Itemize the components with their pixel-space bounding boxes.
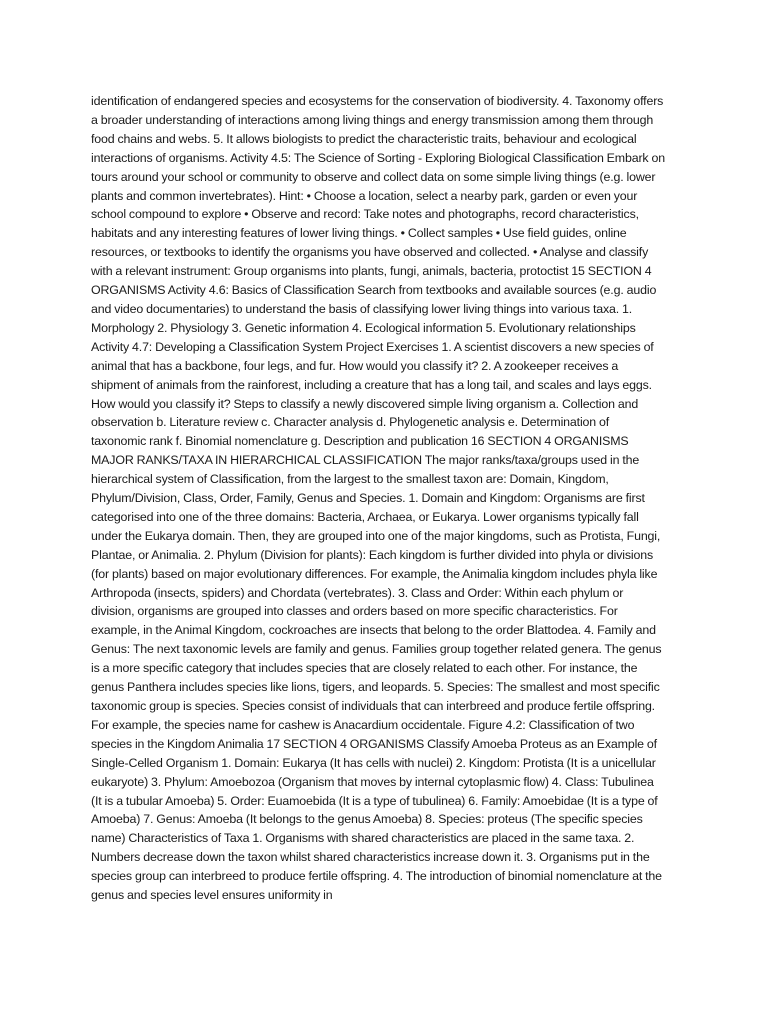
- document-page: [91, 92, 665, 905]
- body-paragraph: identification of endangered species and ecosystems for the conservation of biodiversity. 4. Taxonomy offers a broader understanding of interactions among living things and energy transmission among them through food chains and webs. 5. It allows biologists to predict the characteristic traits, behaviour and ecological interactions of organisms. Activity 4.5: The Science of Sorting - Exploring Biological Classification Embark on tours around your school or community to observe and collect data on some simple living things (e.g. lower plants and common invertebrates). Hint: • Choose a location, select a nearby park, garden or even your school compound to explore • Observe and record: Take notes and photographs, record characteristics, habitats and any interesting features of lower living things. • Collect samples • Use field guides, online resources, or textbooks to identify the organisms you have observed and collected. • Analyse and classify with a relevant instrument: Group organisms into plants, fungi, animals, bacteria, protoctist 15 SECTION 4 ORGANISMS Activity 4.6: Basics of Classification Search from textbooks and available sources (e.g. audio and video documentaries) to understand the basis of classifying lower living things into various taxa. 1. Morphology 2. Physiology 3. Genetic information 4. Ecological information 5. Evolutionary relationships Activity 4.7: Developing a Classification System Project Exercises 1. A scientist discovers a new species of animal that has a backbone, four legs, and fur. How would you classify it? 2. A zookeeper receives a shipment of animals from the rainforest, including a creature that has a long tail, and scales and lays eggs. How would you classify it? Steps to classify a newly discovered simple living organism a. Collection and observation b. Literature review c. Character analysis d. Phylogenetic analysis e. Determination of taxonomic rank f. Binomial nomenclature g. Description and publication 16 SECTION 4 ORGANISMS MAJOR RANKS/TAXA IN HIERARCHICAL CLASSIFICATION The major ranks/taxa/groups used in the hierarchical system of Classification, from the largest to the smallest taxon are: Domain, Kingdom, Phylum/Division, Class, Order, Family, Genus and Species. 1. Domain and Kingdom: Organisms are first categorised into one of the three domains: Bacteria, Archaea, or Eukarya. Lower organisms typically fall under the Eukarya domain. Then, they are grouped into one of the major kingdoms, such as Protista, Fungi, Plantae, or Animalia. 2. Phylum (Division for plants): Each kingdom is further divided into phyla or divisions (for plants) based on major evolutionary differences. For example, the Animalia kingdom includes phyla like Arthropoda (insects, spiders) and Chordata (vertebrates). 3. Class and Order: Within each phylum or division, organisms are grouped into classes and orders based on more specific characteristics. For example, in the Animal Kingdom, cockroaches are insects that belong to the order Blattodea. 4. Family and Genus: The next taxonomic levels are family and genus. Families group together related genera. The genus is a more specific category that includes species that are closely related to each other. For instance, the genus Panthera includes species like lions, tigers, and leopards. 5. Species: The smallest and most specific taxonomic group is species. Species consist of individuals that can interbreed and produce fertile offspring. For example, the species name for cashew is Anacardium occidentale. Figure 4.2: Classification of two species in the Kingdom Animalia 17 SECTION 4 ORGANISMS Classify Amoeba Proteus as an Example of Single-Celled Organism 1. Domain: Eukarya (It has cells with nuclei) 2. Kingdom: Protista (It is a unicellular eukaryote) 3. Phylum: Amoebozoa (Organism that moves by internal cytoplasmic flow) 4. Class: Tubulinea (It is a tubular Amoeba) 5. Order: Euamoebida (It is a type of tubulinea) 6. Family: Amoebidae (It is a type of Amoeba) 7. Genus: Amoeba (It belongs to the genus Amoeba) 8. Species: proteus (The specific species name) Characteristics of Taxa 1. Organisms with shared characteristics are placed in the same taxa. 2. Numbers decrease down the taxon whilst shared characteristics increase down it. 3. Organisms put in the species group can interbreed to produce fertile offspring. 4. The introduction of binomial nomenclature at the genus and species level ensures uniformity in: [91, 94, 665, 903]
